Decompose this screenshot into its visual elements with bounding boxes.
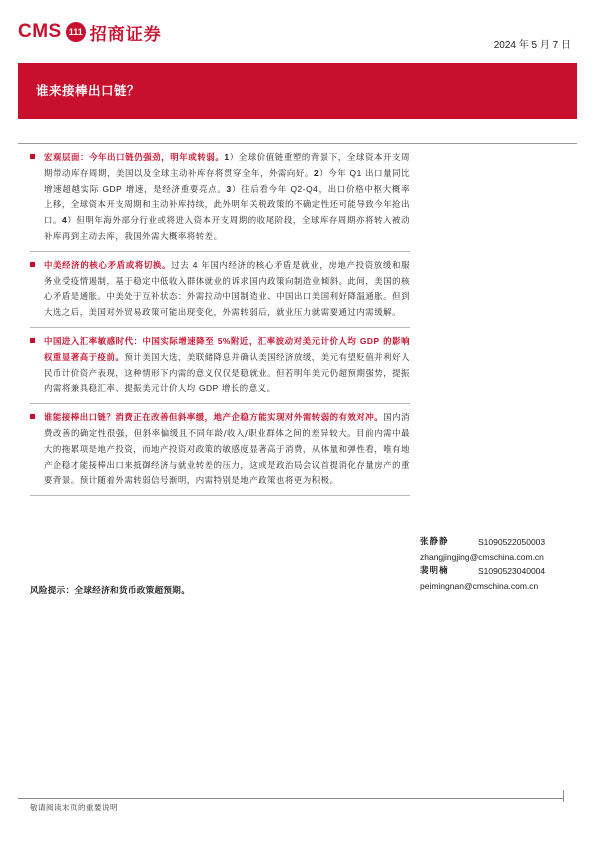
logo-badge-icon: 111 [66, 22, 86, 42]
report-title: 谁来接棒出口链？ [36, 83, 141, 98]
key-point-item [30, 258, 410, 328]
analyst-panel [420, 535, 580, 593]
bullet-square-icon [30, 154, 35, 159]
footer-divider [18, 798, 563, 799]
text-segment: GDP [198, 383, 219, 394]
logo-cms-text: CMS [18, 21, 62, 42]
text-segment: 宏观层面：今年出口链仍强劲，明年或转弱。 [44, 152, 225, 162]
analyst-block [420, 564, 580, 593]
text-segment: 年国内经济的核心矛盾是就业，房地产投资放缓和服务业受疫情遏制，基于稳定中低收入群体就业的诉求国内政策向制造业倾斜。此间，美国的核心矛盾是通胀。中美处于互补状态：外需拉动中国制造业、中国出口美国利好降温通胀。但到大选之后，美国对外贸易政策可能出现变化，外需转弱后，就业压力就需要通过内需缓解。 [44, 259, 411, 318]
section-divider [18, 143, 577, 144]
text-segment: 中国进入汇率敏感时代：中国实际增速降至 [44, 335, 218, 346]
text-segment: 5% [217, 335, 231, 346]
risk-warning: 风险提示：全球经济和货币政策超预期。 [30, 586, 191, 596]
text-segment: 增长的意义。 [218, 383, 276, 394]
analyst-block [420, 535, 580, 564]
text-segment: 国内消费改善的确定性很强，但斜率偏缓且不同年龄/收入/职业群体之间的差异较大。目前内需中最大的拖累项是地产投资，而地产投资对政策的敏感度显著高于消费，从体量和弹性看，唯有地产企稳才能接棒出口来抵御经济与就业转差的压力，这或是政治局会议首提消化存量房产的重要背景。预计随着外需转弱信号渐明，内需特别是地产政策也将更为积极。 [44, 412, 410, 486]
text-segment: GDP [102, 183, 123, 194]
text-segment: 2 [313, 167, 320, 178]
bullet-square-icon [30, 414, 35, 419]
report-date: 2024 年 5 月 7 日 [493, 40, 571, 51]
text-segment: 4 [62, 215, 68, 226]
key-point-text [44, 150, 410, 245]
text-segment: 3 [226, 183, 232, 194]
key-point-text [44, 334, 410, 397]
text-segment: 预计美国大选，美联储降息并确认美国经济放缓，美元有望贬值并利好人民币计价资产表现，这种情形下内需的意义仅仅是稳就业。但若明年美元仍超预期强势，提振内需将兼具稳汇率、提振美元计价人均 [44, 351, 410, 394]
text-segment: 过去 [171, 259, 193, 270]
text-segment: 增速，是经济重要亮点。 [122, 183, 227, 194]
text-segment: 谁能接棒出口链？消费正在改善但斜率缓，地产企稳方能实现对外需转弱的有效对冲。 [44, 412, 384, 423]
analyst-name: 张静静 [420, 537, 449, 547]
key-points-list [30, 150, 410, 502]
text-segment: ）全球价值链重塑的背景下，全球资本开支周期带动库存周期，美国以及全球主动补库存将贯穿全年，外需向好。 [44, 152, 410, 178]
analyst-name: 裴明楠 [420, 566, 449, 576]
key-point-text [44, 258, 410, 321]
text-segment: 4 [192, 259, 198, 270]
footer-disclaimer-note[interactable]: 敬请阅读末页的重要说明 [30, 803, 118, 812]
analyst-license-id: S1090522050003 [478, 537, 546, 547]
analyst-email[interactable]: zhangjingjing@cmschina.com.cn [420, 551, 544, 562]
company-logo [18, 20, 162, 44]
analyst-email[interactable]: peimingnan@cmschina.com.cn [420, 580, 539, 591]
logo-chinese-name: 招商证券 [89, 24, 162, 45]
text-segment: ，出口价格中枢大概率上移，全球资本开支周期和主动补库持续，此外明年关税政策的不确定性还可能导致今年抢出口。 [44, 183, 411, 226]
text-segment: Q1 [349, 167, 362, 178]
text-segment: Q2-Q4 [290, 183, 319, 194]
key-point-item [30, 334, 410, 404]
text-segment: 出口量同比增速超越实际 [44, 167, 410, 194]
key-point-item [30, 410, 410, 496]
bullet-square-icon [30, 338, 35, 343]
text-segment: ）但明年海外部分行业或将进入资本开支周期的收尾阶段，全球库存周期亦将转入被动补库再到主动去库，我国外需大概率将转差。 [44, 215, 410, 241]
text-segment: ）往后看今年 [231, 183, 291, 194]
bullet-square-icon [30, 262, 35, 267]
text-segment: 附近，汇率波动对美元计价人均 [230, 335, 360, 346]
text-segment: 中美经济的核心矛盾或将切换。 [44, 259, 172, 270]
key-point-item [30, 150, 410, 252]
text-segment: 的影响权重显著高于疫前。 [44, 335, 410, 362]
key-point-text [44, 410, 410, 489]
text-segment: GDP [359, 335, 380, 346]
analyst-license-id: S1090523040004 [478, 566, 546, 576]
footer-tick [563, 790, 564, 802]
text-segment: 1 [224, 152, 230, 162]
text-segment: ）今年 [319, 167, 350, 178]
